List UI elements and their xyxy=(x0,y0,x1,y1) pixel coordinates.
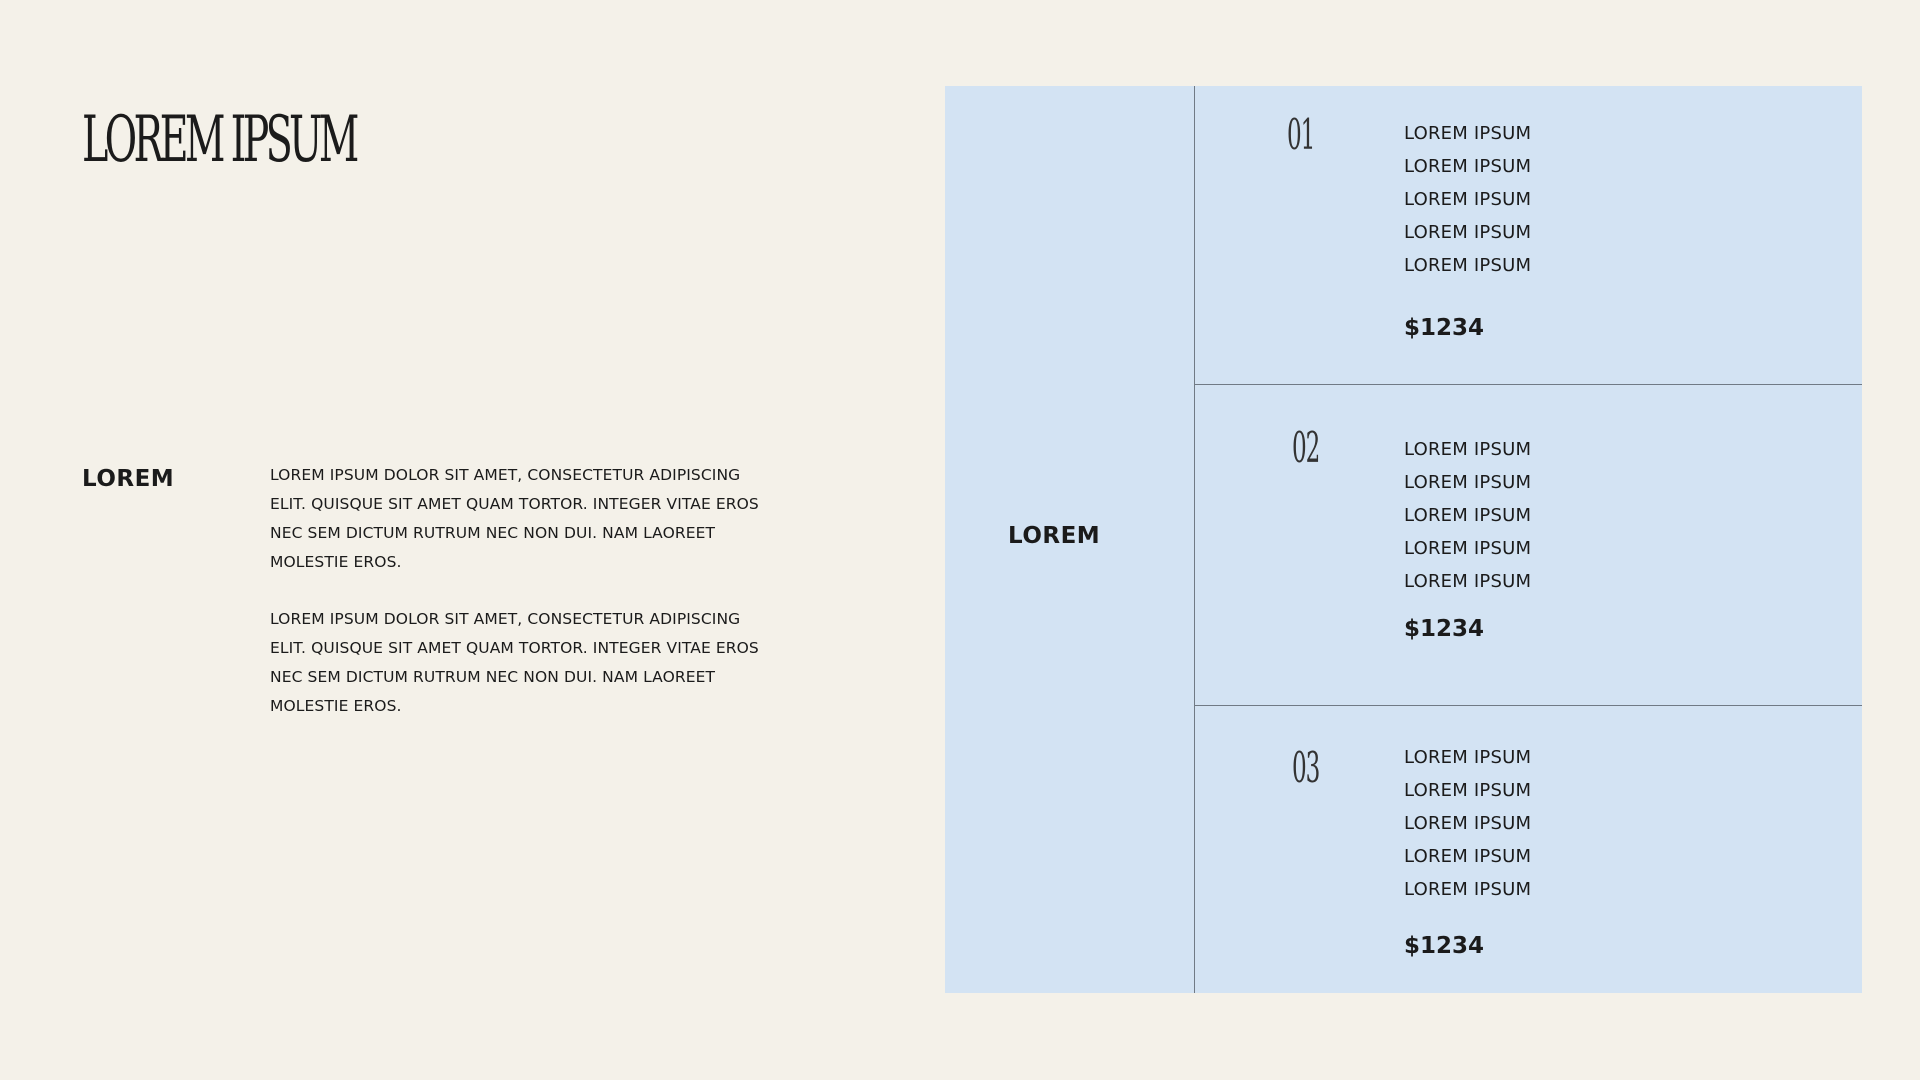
pricing-panel xyxy=(945,86,1862,993)
body-paragraph-1: LOREM IPSUM DOLOR SIT AMET, CONSECTETUR ADIPISCING ELIT. QUISQUE SIT AMET QUAM TORTOR. INTEGER VITAE EROS NEC SEM DICTUM RUTRUM NEC NON DUI. NAM LAOREET MOLESTIE EROS. xyxy=(270,466,759,571)
list-item: LOREM IPSUM xyxy=(1404,571,1532,592)
row-item-list xyxy=(1404,433,1531,598)
list-item: LOREM IPSUM xyxy=(1404,813,1532,834)
row-number: 01 xyxy=(1287,110,1315,159)
list-item: LOREM IPSUM xyxy=(1404,538,1532,559)
body-paragraph-2: LOREM IPSUM DOLOR SIT AMET, CONSECTETUR ADIPISCING ELIT. QUISQUE SIT AMET QUAM TORTOR. INTEGER VITAE EROS NEC SEM DICTUM RUTRUM NEC NON DUI. NAM LAOREET MOLESTIE EROS. xyxy=(270,610,759,715)
pricing-row-02 xyxy=(1195,384,1862,705)
list-item: LOREM IPSUM xyxy=(1404,439,1532,460)
pricing-row-01 xyxy=(1195,86,1862,384)
row-item-list xyxy=(1404,117,1531,282)
row-number: 03 xyxy=(1292,743,1320,792)
list-item: LOREM IPSUM xyxy=(1404,472,1532,493)
list-item: LOREM IPSUM xyxy=(1404,222,1532,243)
pricing-row-03 xyxy=(1195,705,1862,994)
row-price: $1234 xyxy=(1404,315,1485,341)
list-item: LOREM IPSUM xyxy=(1404,780,1532,801)
section-label: LOREM xyxy=(82,466,175,492)
panel-label: LOREM xyxy=(1008,523,1101,549)
list-item: LOREM IPSUM xyxy=(1404,156,1532,177)
list-item: LOREM IPSUM xyxy=(1404,747,1532,768)
list-item: LOREM IPSUM xyxy=(1404,879,1532,900)
list-item: LOREM IPSUM xyxy=(1404,123,1532,144)
list-item: LOREM IPSUM xyxy=(1404,189,1532,210)
slide-title: LOREM IPSUM xyxy=(82,103,356,177)
list-item: LOREM IPSUM xyxy=(1404,255,1532,276)
row-price: $1234 xyxy=(1404,933,1485,959)
list-item: LOREM IPSUM xyxy=(1404,505,1532,526)
row-number: 02 xyxy=(1292,423,1320,472)
list-item: LOREM IPSUM xyxy=(1404,846,1532,867)
row-item-list xyxy=(1404,741,1531,906)
row-price: $1234 xyxy=(1404,616,1485,642)
